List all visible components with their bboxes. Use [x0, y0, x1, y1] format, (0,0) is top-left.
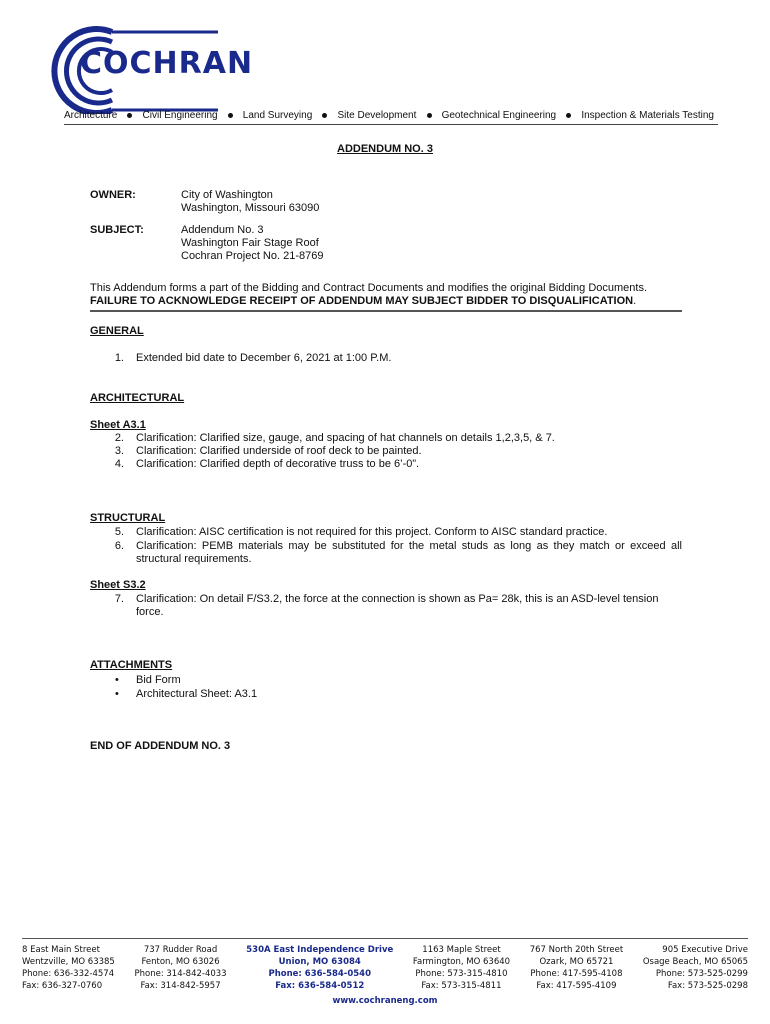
- office-line: Fax: 314-842-5957: [140, 981, 221, 991]
- intro-divider: [90, 310, 682, 312]
- office-line: Phone: 636-332-4574: [22, 969, 115, 979]
- structural-heading: STRUCTURAL: [90, 512, 166, 524]
- architectural-heading: ARCHITECTURAL: [90, 392, 185, 404]
- bullet-icon: •: [115, 674, 119, 686]
- office-line: Fax: 636-584-0512: [275, 981, 365, 991]
- item-number: 1.: [114, 352, 124, 364]
- office-wentzville: [22, 944, 115, 992]
- office-line: Union, MO 63084: [278, 957, 361, 967]
- document-title: ADDENDUM NO. 3: [337, 143, 433, 155]
- logo-wordmark: COCHRAN: [80, 46, 254, 81]
- bullet-icon: [427, 113, 432, 118]
- office-line: Phone: 573-315-4810: [415, 969, 508, 979]
- office-line: Phone: 573-525-0299: [655, 969, 748, 979]
- office-line: 530A East Independence Drive: [246, 945, 394, 955]
- services-line: [64, 110, 714, 121]
- list-item: [90, 352, 682, 365]
- item-number: 4.: [114, 458, 124, 470]
- header-divider: [64, 124, 718, 125]
- office-line: Fax: 573-525-0298: [667, 981, 748, 991]
- bullet-icon: •: [115, 688, 119, 700]
- item-number: 2.: [114, 432, 124, 444]
- item-text: Clarification: On detail F/S3.2, the force at the connection is shown as Pa= 28k, this is an ASD-level tension force.: [136, 593, 659, 618]
- office-osage-beach: [643, 944, 748, 992]
- footer-offices: [22, 944, 748, 992]
- attachment-item: Architectural Sheet: A3.1: [136, 688, 258, 700]
- list-item: [90, 593, 682, 619]
- subject-line: Cochran Project No. 21-8769: [181, 250, 324, 262]
- service-item: Site Development: [337, 110, 417, 121]
- owner-label: OWNER:: [90, 189, 136, 201]
- list-item: [90, 526, 682, 539]
- bullet-icon: [228, 113, 233, 118]
- item-text: Clarification: Clarified underside of roof deck to be painted.: [136, 445, 422, 457]
- office-line: 905 Executive Drive: [662, 945, 748, 955]
- office-union: [246, 944, 393, 992]
- subject-line: Addendum No. 3: [181, 224, 264, 236]
- item-number: 3.: [114, 445, 124, 457]
- service-item: Architecture: [64, 110, 118, 121]
- list-item: [90, 445, 682, 458]
- item-number: 7.: [114, 593, 124, 605]
- item-text: Clarification: AISC certification is not required for this project. Conform to AISC standard practice.: [136, 526, 608, 538]
- intro-paragraph: [90, 282, 680, 308]
- office-line: Phone: 636-584-0540: [268, 969, 371, 979]
- sheet-s32-heading: Sheet S3.2: [90, 579, 146, 591]
- office-farmington: [413, 944, 510, 992]
- office-line: Farmington, MO 63640: [412, 957, 511, 967]
- list-item: [90, 458, 682, 471]
- office-line: Phone: 314-842-4033: [134, 969, 227, 979]
- office-ozark: [530, 944, 623, 992]
- item-text: Clarification: Clarified depth of decorative truss to be 6’-0”.: [136, 458, 420, 470]
- warning-period: .: [633, 295, 637, 307]
- office-fenton: [134, 944, 226, 992]
- office-line: Osage Beach, MO 65065: [642, 957, 748, 967]
- office-line: 767 North 20th Street: [529, 945, 624, 955]
- office-line: Wentzville, MO 63385: [22, 957, 115, 967]
- item-text: Clarification: PEMB materials may be substituted for the metal studs as long as they match or exceed all structural requirements.: [136, 540, 682, 565]
- sheet-a31-heading: Sheet A3.1: [90, 419, 146, 431]
- office-line: Fax: 573-315-4811: [421, 981, 502, 991]
- list-item: [90, 432, 682, 445]
- attachments-heading: ATTACHMENTS: [90, 659, 173, 671]
- website-link[interactable]: www.cochraneng.com: [332, 996, 438, 1006]
- subject-label: SUBJECT:: [90, 224, 144, 236]
- office-line: 737 Rudder Road: [143, 945, 218, 955]
- service-item: Geotechnical Engineering: [441, 110, 557, 121]
- general-heading: GENERAL: [90, 325, 144, 337]
- office-line: Ozark, MO 65721: [539, 957, 614, 967]
- owner-value: [181, 189, 319, 215]
- bullet-icon: [127, 113, 132, 118]
- item-text: Extended bid date to December 6, 2021 at 1:00 P.M.: [136, 352, 392, 364]
- owner-line: City of Washington: [181, 189, 273, 201]
- office-line: 1163 Maple Street: [422, 945, 501, 955]
- service-item: Civil Engineering: [142, 110, 218, 121]
- item-number: 6.: [114, 540, 124, 552]
- office-line: 8 East Main Street: [22, 945, 100, 955]
- bullet-icon: [322, 113, 327, 118]
- office-line: Fenton, MO 63026: [141, 957, 220, 967]
- list-item: [90, 540, 682, 566]
- footer-divider: [22, 938, 748, 939]
- intro-text: This Addendum forms a part of the Bidding and Contract Documents and modifies the original Bidding Documents.: [90, 282, 648, 294]
- subject-value: [181, 224, 323, 263]
- item-text: Clarification: Clarified size, gauge, and spacing of hat channels on details 1,2,3,5, & 7.: [136, 432, 555, 444]
- disqualification-warning: FAILURE TO ACKNOWLEDGE RECEIPT OF ADDENDUM MAY SUBJECT BIDDER TO DISQUALIFICATION: [90, 295, 634, 307]
- office-line: Fax: 636-327-0760: [22, 981, 103, 991]
- attachment-item: Bid Form: [136, 674, 181, 686]
- service-item: Land Surveying: [242, 110, 313, 121]
- bullet-icon: [566, 113, 571, 118]
- item-number: 5.: [114, 526, 124, 538]
- subject-line: Washington Fair Stage Roof: [181, 237, 319, 249]
- office-line: Phone: 417-595-4108: [530, 969, 623, 979]
- owner-line: Washington, Missouri 63090: [181, 202, 320, 214]
- end-of-addendum: END OF ADDENDUM NO. 3: [90, 740, 231, 752]
- office-line: Fax: 417-595-4109: [536, 981, 617, 991]
- service-item: Inspection & Materials Testing: [581, 110, 714, 121]
